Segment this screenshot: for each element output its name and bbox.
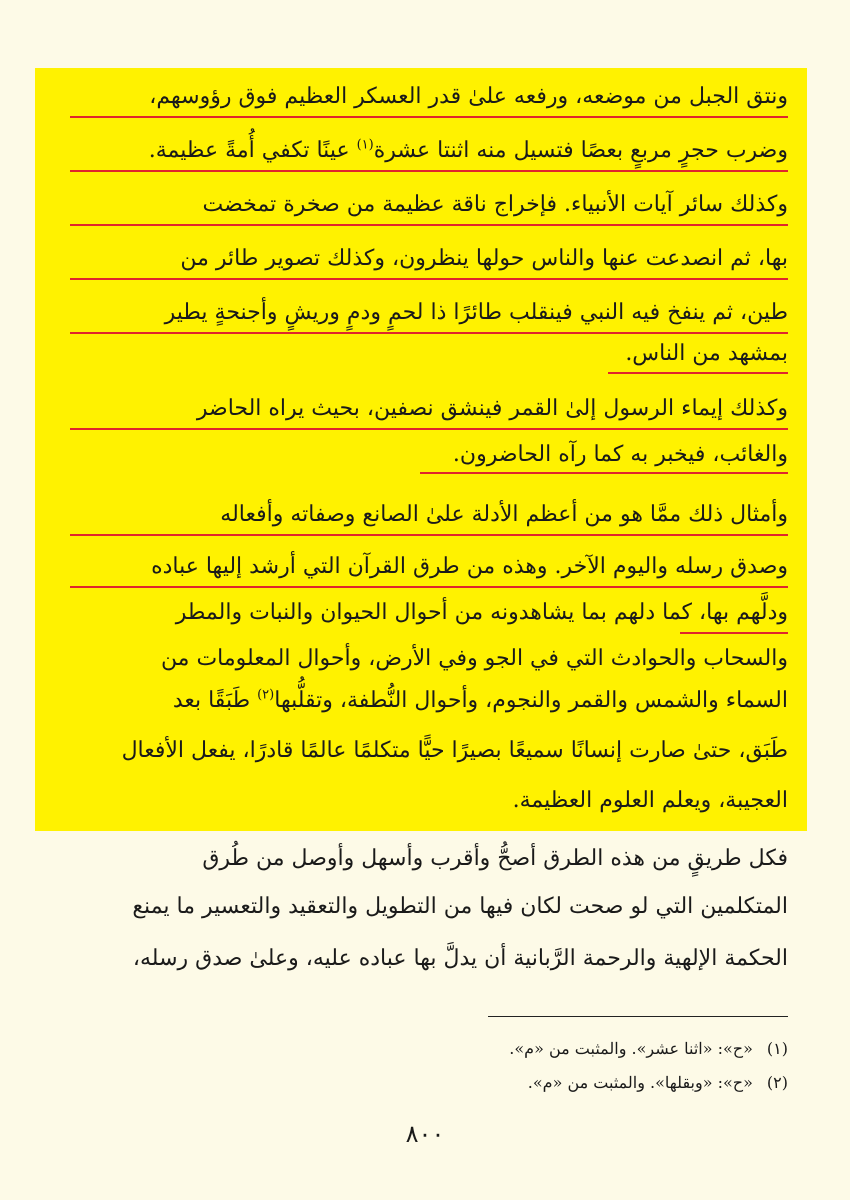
red-underline: [680, 632, 788, 634]
text-segment: السماء والشمس والقمر والنجوم، وأحوال النُّطفة، وتقلُّبها: [274, 688, 788, 713]
text-line: الحكمة الإلهية والرحمة الرَّبانية أن يدلَّ بها عباده عليه، وعلىٰ صدق رسله،: [132, 946, 788, 971]
red-underline: [420, 472, 788, 474]
footnote-separator: [488, 1016, 788, 1017]
text-line: المتكلمين التي لو صحت لكان فيها من التطويل والتعقيد والتعسير ما يمنع: [132, 894, 788, 919]
text-line: ودلَّهم بها، كما دلهم بما يشاهدونه من أحوال الحيوان والنبات والمطر: [175, 600, 788, 625]
text-line: وكذلك سائر آيات الأنبياء. فإخراج ناقة عظيمة من صخرة تمخضت: [202, 192, 788, 217]
text-line: بمشهد من الناس.: [625, 341, 788, 366]
text-line: وصدق رسله واليوم الآخر. وهذه من طرق القرآن التي أرشد إليها عباده: [151, 554, 788, 579]
red-underline: [70, 428, 788, 430]
footnote-text: «ح»: «وبقلها». والمثبت من «م».: [527, 1073, 753, 1092]
text-line: والسحاب والحوادث التي في الجو وفي الأرض، وأحوال المعلومات من: [160, 646, 788, 671]
footnote-text: «ح»: «اثنا عشر». والمثبت من «م».: [509, 1039, 753, 1058]
red-underline: [70, 586, 788, 588]
text-line: طَبَق، حتىٰ صارت إنسانًا سميعًا بصيرًا حيًّا متكلمًا عالمًا قادرًا، يفعل الأفعال: [121, 738, 788, 763]
footnote-1: [509, 1038, 788, 1060]
red-underline: [70, 170, 788, 172]
red-underline: [70, 224, 788, 226]
red-underline: [70, 116, 788, 118]
footnote-2: [528, 1072, 788, 1094]
red-underline: [70, 534, 788, 536]
text-segment: طَبَقًا بعد: [172, 688, 258, 713]
red-underline: [70, 278, 788, 280]
text-line: وكذلك إيماء الرسول إلىٰ القمر فينشق نصفين، بحيث يراه الحاضر: [196, 396, 788, 421]
text-line: وأمثال ذلك ممَّا هو من أعظم الأدلة علىٰ الصانع وصفاته وأفعاله: [220, 502, 788, 527]
footnote-number: (٢): [766, 1073, 788, 1092]
page-number: ٨٠٠: [405, 1120, 445, 1148]
text-segment: وضرب حجرٍ مربعٍ بعصًا فتسيل منه اثنتا عشرة: [373, 138, 788, 163]
text-line: طين، ثم ينفخ فيه النبي فينقلب طائرًا ذا لحمٍ ودمٍ وريشٍ وأجنحةٍ يطير: [164, 300, 788, 325]
footnote-ref-1: (١): [356, 137, 374, 153]
red-underline: [608, 372, 788, 374]
footnote-number: (١): [766, 1039, 788, 1058]
text-segment: عينًا تكفي أُمةً عظيمة.: [148, 138, 357, 163]
red-underline: [70, 332, 788, 334]
text-line: [173, 686, 788, 716]
text-line: ونتق الجبل من موضعه، ورفعه علىٰ قدر العسكر العظيم فوق رؤوسهم،: [149, 84, 788, 109]
text-line: [149, 136, 788, 166]
text-line: العجيبة، ويعلم العلوم العظيمة.: [512, 788, 788, 813]
text-line: والغائب، فيخبر به كما رآه الحاضرون.: [452, 442, 788, 467]
text-line: بها، ثم انصدعت عنها والناس حولها ينظرون، وكذلك تصوير طائر من: [180, 246, 788, 271]
text-line: فكل طريقٍ من هذه الطرق أصحُّ وأقرب وأسهل وأوصل من طُرق: [202, 846, 788, 871]
footnote-ref-2: (٢): [257, 687, 275, 703]
